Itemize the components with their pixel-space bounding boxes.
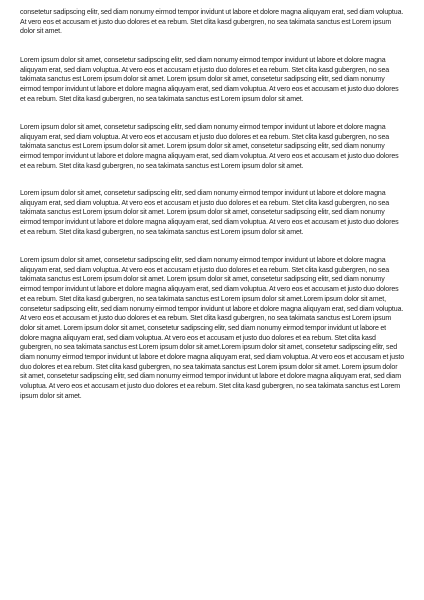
- paragraph-2: Lorem ipsum dolor sit amet, consetetur sadipscing elitr, sed diam nonumy eirmod tempor invidunt ut labore et dolore magna aliquyam erat, sed diam voluptua. At vero eos et accusam et justo duo dolores et ea rebum. Stet clita kasd gubergren, no sea takimata sanctus est Lorem ipsum dolor sit amet. Lorem ipsum dolor sit amet, consetetur sadipscing elitr, sed diam nonumy eirmod tempor invidunt ut labore et dolore magna aliquyam erat, sed diam voluptua. At vero eos et accusam et justo duo dolores et ea rebum. Stet clita kasd gubergren, no sea takimata sanctus est Lorem ipsum dolor sit amet.: [20, 57, 399, 103]
- paragraph-3: Lorem ipsum dolor sit amet, consetetur sadipscing elitr, sed diam nonumy eirmod tempor invidunt ut labore et dolore magna aliquyam erat, sed diam voluptua. At vero eos et accusam et justo duo dolores et ea rebum. Stet clita kasd gubergren, no sea takimata sanctus est Lorem ipsum dolor sit amet. Lorem ipsum dolor sit amet, consetetur sadipscing elitr, sed diam nonumy eirmod tempor invidunt ut labore et dolore magna aliquyam erat, sed diam voluptua. At vero eos et accusam et justo duo dolores et ea rebum. Stet clita kasd gubergren, no sea takimata sanctus est Lorem ipsum dolor sit amet.: [20, 124, 399, 170]
- paragraph-1: consetetur sadipscing elitr, sed diam nonumy eirmod tempor invidunt ut labore et dolore magna aliquyam erat, sed diam voluptua. At vero eos et accusam et justo duo dolores et ea rebum. Stet clita kasd gubergren, no sea takimata sanctus est Lorem ipsum dolor sit amet.: [20, 9, 404, 36]
- paragraph-4: Lorem ipsum dolor sit amet, consetetur sadipscing elitr, sed diam nonumy eirmod tempor invidunt ut labore et dolore magna aliquyam erat, sed diam voluptua. At vero eos et accusam et justo duo dolores et ea rebum. Stet clita kasd gubergren, no sea takimata sanctus est Lorem ipsum dolor sit amet. Lorem ipsum dolor sit amet, consetetur sadipscing elitr, sed diam nonumy eirmod tempor invidunt ut labore et dolore magna aliquyam erat, sed diam voluptua. At vero eos et accusam et justo duo dolores et ea rebum. Stet clita kasd gubergren, no sea takimata sanctus est Lorem ipsum dolor sit amet.: [20, 190, 399, 236]
- paragraph-5: Lorem ipsum dolor sit amet, consetetur sadipscing elitr, sed diam nonumy eirmod tempor invidunt ut labore et dolore magna aliquyam erat, sed diam voluptua. At vero eos et accusam et justo duo dolores et ea rebum. Stet clita kasd gubergren, no sea takimata sanctus est Lorem ipsum dolor sit amet. Lorem ipsum dolor sit amet, consetetur sadipscing elitr, sed diam nonumy eirmod tempor invidunt ut labore et dolore magna aliquyam erat, sed diam voluptua. At vero eos et accusam et justo duo dolores et ea rebum. Stet clita kasd gubergren, no sea takimata sanctus est Lorem ipsum dolor sit amet.Lorem ipsum dolor sit amet, consetetur sadipscing elitr, sed diam nonumy eirmod tempor invidunt ut labore et dolore magna aliquyam erat, sed diam voluptua. At vero eos et accusam et justo duo dolores et ea rebum. Stet clita kasd gubergren, no sea takimata sanctus est Lorem ipsum dolor sit amet. Lorem ipsum dolor sit amet, consetetur sadipscing elitr, sed diam nonumy eirmod tempor invidunt ut labore et dolore magna aliquyam erat, sed diam voluptua. At vero eos et accusam et justo duo dolores et ea rebum. Stet clita kasd gubergren, no sea takimata sanctus est Lorem ipsum dolor sit amet.Lorem ipsum dolor sit amet, consetetur sadipscing elitr, sed diam nonumy eirmod tempor invidunt ut labore et dolore magna aliquyam erat, sed diam voluptua. At vero eos et accusam et justo duo dolores et ea rebum. Stet clita kasd gubergren, no sea takimata sanctus est Lorem ipsum dolor sit amet. Lorem ipsum dolor sit amet, consetetur sadipscing elitr, sed diam nonumy eirmod tempor invidunt ut labore et dolore magna aliquyam erat, sed diam voluptua. At vero eos et accusam et justo duo dolores et ea rebum. Stet clita kasd gubergren, no sea takimata sanctus est Lorem ipsum dolor sit amet.: [20, 257, 404, 400]
